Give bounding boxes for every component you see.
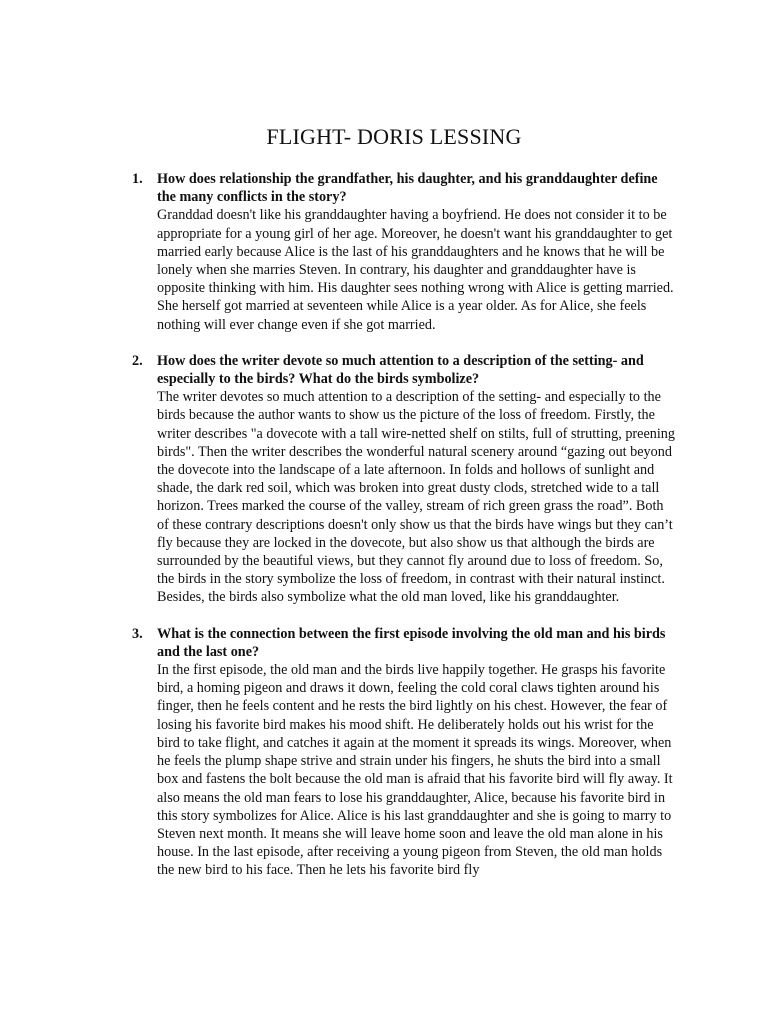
question-text: What is the connection between the first episode involving the old man and his birds and the last one? (157, 625, 666, 660)
question-text: How does relationship the grandfather, his daughter, and his granddaughter define the many conflicts in the story? (157, 171, 658, 206)
question-list (132, 170, 678, 880)
document-title: FLIGHT- DORIS LESSING (266, 124, 522, 149)
question-item-3 (132, 625, 678, 880)
question-item-1 (132, 170, 678, 334)
question-number: 3. (132, 625, 143, 642)
question-item-2 (132, 352, 678, 607)
answer-text: In the first episode, the old man and the birds live happily together. He grasps his favorite bird, a homing pigeon and draws it down, feeling the cold coral claws tighten around his finger, then he feels content and he rests the bird lightly on his chest. However, the fear of losing his favorite bird makes his mood shift. He deliberately holds out his wrist for the bird to take flight, and catches it again at the moment it spreads its wings. Moreover, when he feels the plump shape strive and strain under his fingers, he shuts the bird into a small box and fastens the bolt because the old man is afraid that his favorite bird will fly away. It also means the old man fears to lose his granddaughter, Alice, because his favorite bird in this story symbolizes for Alice. Alice is his last granddaughter and she is going to marry to Steven next month. It means she will leave home soon and leave the old man alone in his house. In the last episode, after receiving a young pigeon from Steven, the old man holds the new bird to his face. Then he lets his favorite bird fly (157, 662, 673, 879)
answer-text: Granddad doesn't like his granddaughter having a boyfriend. He does not consider it to be appropriate for a young girl of her age. Moreover, he doesn't want his granddaughter to get married early because Alice is the last of his granddaughters and he knows that he will be lonely when she marries Steven. In contrary, his daughter and granddaughter have is opposite thinking with him. His daughter sees nothing wrong with Alice is getting married. She herself got married at seventeen while Alice is a year older. As for Alice, she feels nothing will ever change even if she got married. (157, 207, 674, 333)
answer-text: The writer devotes so much attention to a description of the setting- and especially to the birds because the author wants to show us the picture of the loss of freedom. Firstly, the writer describes "a dovecote with a tall wire-netted shelf on stilts, full of strutting, preening birds". Then the writer describes the wonderful natural scenery around “gazing out beyond the dovecote into the landscape of a late afternoon. In folds and hollows of sunlight and shade, the dark red soil, which was broken into great dusty clods, stretched wide to a tall horizon. Trees marked the course of the valley, stream of rich green grass the road”. Both of these contrary descriptions doesn't only show us that the birds have wings but they can’t fly because they are locked in the dovecote, but also show us that although the birds are surrounded by the beautiful views, but they cannot fly around due to loss of freedom. So, the birds in the story symbolize the loss of freedom, in contrast with their natural instinct. Besides, the birds also symbolize what the old man loved, like his granddaughter. (157, 389, 675, 606)
question-number: 1. (132, 171, 143, 187)
question-text: How does the writer devote so much attention to a description of the setting- and especially to the birds? What do the birds symbolize? (157, 352, 644, 388)
question-number: 2. (132, 352, 143, 369)
